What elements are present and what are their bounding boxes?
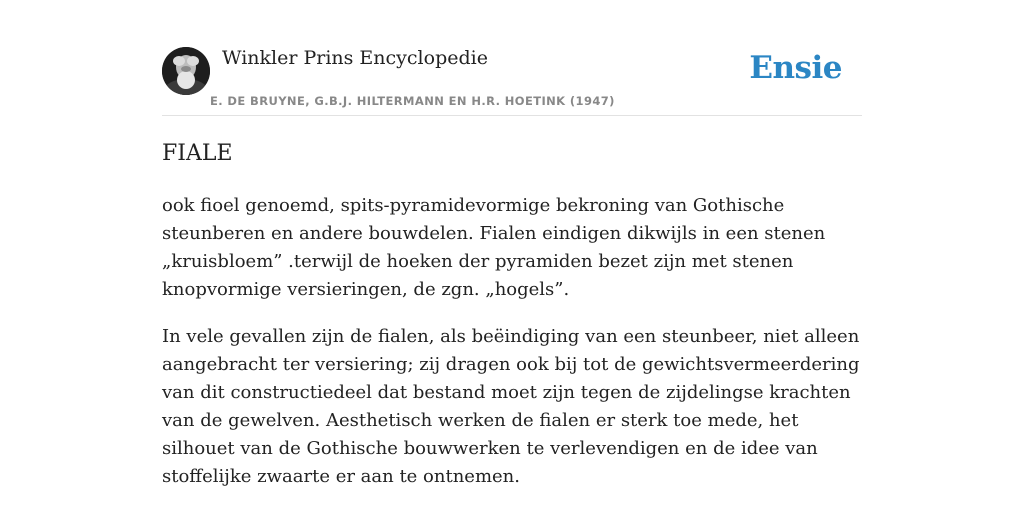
portrait-photo-icon	[162, 47, 210, 95]
ensie-logo[interactable]: Ensie	[749, 50, 842, 86]
paragraph-2: In vele gevallen zijn de fialen, als beëindiging van een steunbeer, niet alleen aangebracht ter versiering; zij dragen ook bij tot de gewichtsvermeerdering van dit constructiedeel dat bestand moet zijn tegen de zijdelingse krachten van de gewelven. Aesthetisch werken de fialen er sterk toe mede, het silhouet van de Gothische bouwwerken te verlevendigen en de idee van stoffelijke zwaarte er aan te ontnemen.	[162, 326, 860, 487]
site-title[interactable]: Winkler Prins Encyclopedie	[222, 47, 488, 69]
header	[162, 44, 862, 116]
entry-body	[162, 192, 872, 510]
paragraph-1: ook fioel genoemd, spits-pyramidevormige bekroning van Gothische steunberen en andere bouwdelen. Fialen eindigen dikwijls in een stenen „kruisbloem” .terwijl de hoeken der pyramiden bezet zijn met stenen knopvormige versieringen, de zgn. „hogels”.	[162, 195, 826, 300]
entry-title: FIALE	[162, 141, 233, 166]
author-avatar[interactable]	[162, 47, 210, 95]
authors-line: E. DE BRUYNE, G.B.J. HILTERMANN EN H.R. HOETINK (1947)	[210, 94, 615, 108]
